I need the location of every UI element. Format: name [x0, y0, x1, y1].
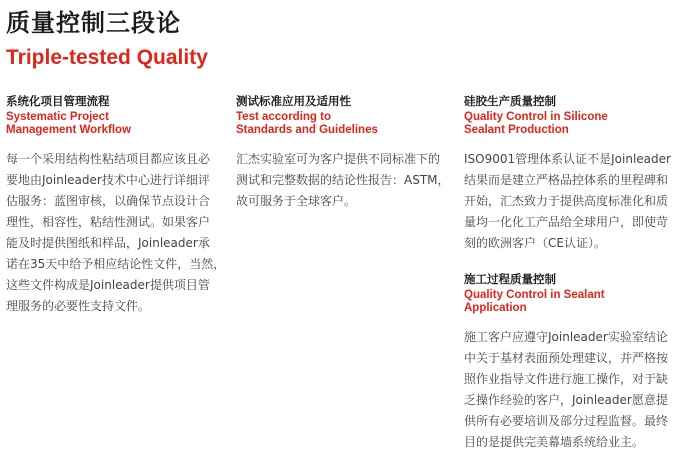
body-line: 供所有必要培训及部分过程监督。最终 — [464, 414, 669, 428]
body-line: 汇杰实验室可为客户提供不同标准下的 — [236, 152, 441, 166]
section-title: 测试标准应用及适用性 — [236, 94, 351, 108]
section-subtitle-line: Application — [464, 302, 527, 314]
body-line: 量均一化化工产品给全球用户，即使苛 — [464, 215, 669, 229]
section-subtitle-line: Management Workflow — [6, 124, 132, 136]
section-title: 硅胶生产质量控制 — [464, 94, 556, 108]
section-subtitle-line: Standards and Guidelines — [236, 124, 378, 136]
section-test-standards — [236, 93, 458, 212]
body-line: 能及时提供图纸和样品，Joinleader承 — [6, 236, 210, 250]
body-line: 照作业指导文件进行施工操作，对于缺 — [464, 372, 669, 386]
body-line: 开始，汇杰致力于提供高度标准化和质 — [464, 194, 669, 208]
body-line: 每一个采用结构性粘结项目都应该且必 — [6, 152, 211, 166]
section-subtitle — [6, 111, 230, 137]
body-line: ISO9001管理体系认证不是Joinleader — [464, 152, 671, 166]
section-systematic-project-management — [6, 93, 230, 317]
section-title: 系统化项目管理流程 — [6, 94, 110, 108]
body-line: 故可服务于全球客户。 — [236, 194, 357, 208]
section-body — [236, 149, 458, 212]
page-subtitle: Triple-tested Quality — [6, 46, 208, 69]
body-line: 理服务的必要性支持文件。 — [6, 299, 151, 313]
body-line: 乏操作经验的客户，Joinleader愿意提 — [464, 393, 668, 407]
body-line: 诺在35天中给予相应结论性文件，当然， — [6, 257, 226, 271]
section-body — [6, 149, 230, 317]
section-subtitle — [236, 111, 458, 137]
body-line: 刻的欧洲客户（CE认证）。 — [464, 236, 606, 250]
page-title: 质量控制三段论 — [6, 9, 181, 37]
body-line: 估服务：蓝图审核，以确保节点设计合 — [6, 194, 211, 208]
section-sealant-application-qc — [464, 271, 694, 453]
body-line: 施工客户应遵守Joinleader实验室结论 — [464, 330, 668, 344]
body-line: 测试和完整数据的结论性报告：ASTM， — [236, 173, 450, 187]
section-subtitle-line: Quality Control in Sealant — [464, 289, 605, 301]
body-line: 中关于基材表面预处理建议，并严格按 — [464, 351, 669, 365]
body-line: 这些文件构成是Joinleader提供项目管 — [6, 278, 210, 292]
section-subtitle-line: Test according to — [236, 111, 331, 123]
section-body — [464, 149, 694, 254]
section-subtitle-line: Quality Control in Silicone — [464, 111, 608, 123]
body-line: 要地由Joinleader技术中心进行详细评 — [6, 173, 210, 187]
body-line: 目的是提供完美幕墙系统给业主。 — [464, 435, 645, 449]
body-line: 理性，相容性，粘结性测试。如果客户 — [6, 215, 211, 229]
section-body — [464, 327, 694, 453]
body-line: 结果而是建立严格品控体系的里程碑和 — [464, 173, 669, 187]
section-title: 施工过程质量控制 — [464, 272, 556, 286]
section-subtitle-line: Systematic Project — [6, 111, 109, 123]
section-subtitle — [464, 289, 694, 315]
section-subtitle — [464, 111, 694, 137]
section-subtitle-line: Sealant Production — [464, 124, 569, 136]
section-silicone-production-qc — [464, 93, 694, 254]
